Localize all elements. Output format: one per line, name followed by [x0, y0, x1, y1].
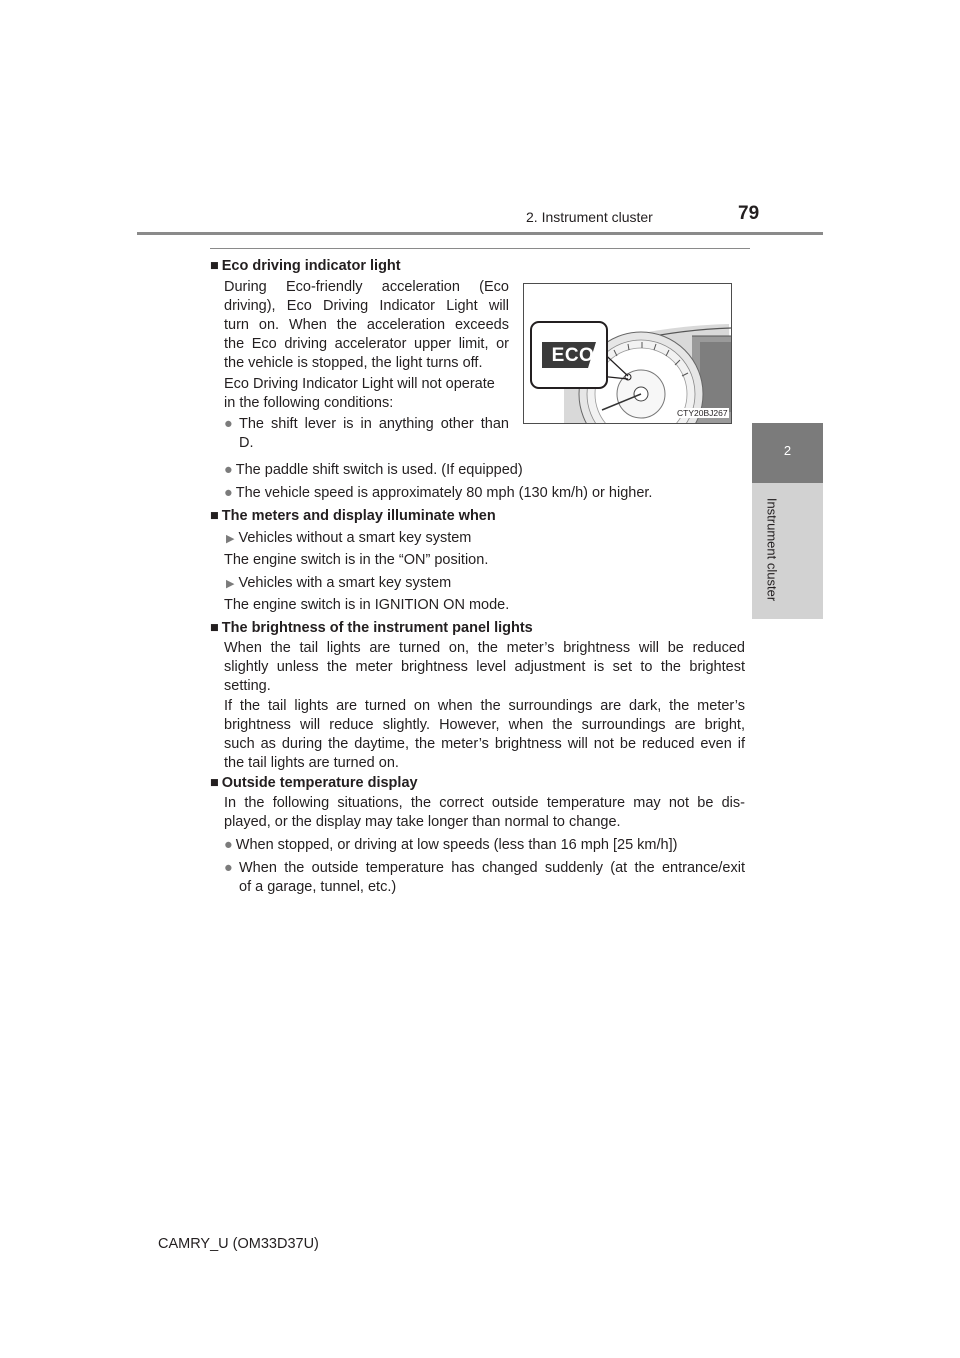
circle-bullet-icon: ●: [224, 837, 233, 853]
meters-arrow2-text: Vehicles with a smart key system: [238, 575, 452, 591]
eco-bullet2-text: The paddle shift switch is used. (If equipped): [235, 462, 523, 478]
figure-code: CTY20BJ267: [677, 408, 728, 418]
brightness-para1-line: setting.: [224, 678, 271, 694]
temperature-bullet2-line: When the outside temperature has changed suddenly (at the entrance/exit: [239, 860, 745, 876]
temperature-bullet1-text: When stopped, or driving at low speeds (less than 16 mph [25 km/h]): [235, 837, 678, 853]
eco-bullet3-text: The vehicle speed is approximately 80 mph (130 km/h) or higher.: [235, 485, 653, 501]
meters-arrow1-text: Vehicles without a smart key system: [238, 530, 472, 546]
eco-bullet2: [224, 461, 523, 480]
eco-para1-line: the vehicle is stopped, the light turns off.: [224, 355, 483, 371]
meters-section-heading: [210, 507, 496, 526]
arrow-right-icon: ▶: [226, 578, 235, 590]
temperature-bullet2-line: of a garage, tunnel, etc.): [239, 879, 397, 895]
chapter-tab-label: Instrument cluster: [764, 497, 780, 602]
manual-code-footer: CAMRY_U (OM33D37U): [158, 1236, 319, 1252]
chapter-tab-strip: [752, 483, 823, 619]
arrow-right-icon: ▶: [226, 533, 235, 545]
temperature-bullet2-icon: [224, 859, 236, 878]
eco-para2-line: in the following conditions:: [224, 395, 394, 411]
brightness-section-title: The brightness of the instrument panel lights: [221, 620, 533, 636]
brightness-para1-line: slightly unless the meter brightness level adjustment is set to the brightest: [224, 659, 745, 675]
eco-para1-line: turn on. When the acceleration exceeds: [224, 317, 509, 333]
meters-line1: The engine switch is in the “ON” position.: [224, 552, 489, 568]
header-rule: [137, 232, 823, 235]
temperature-para-line: In the following situations, the correct outside temperature may not be dis-: [224, 795, 745, 811]
eco-para1-line: During Eco-friendly acceleration (Eco: [224, 279, 509, 295]
section-rule: [210, 248, 750, 249]
square-bullet-icon: ■: [210, 775, 219, 791]
brightness-para2-line: If the tail lights are turned on when the surroundings are dark, the meter’s: [224, 698, 745, 714]
eco-para2-line: Eco Driving Indicator Light will not operate: [224, 376, 495, 392]
meters-line2: The engine switch is in IGNITION ON mode.: [224, 597, 510, 613]
brightness-para1-line: When the tail lights are turned on, the meter’s brightness will be reduced: [224, 640, 745, 656]
square-bullet-icon: ■: [210, 620, 219, 636]
eco-bullet3: [224, 484, 652, 503]
meters-arrow2: [226, 574, 451, 594]
eco-section-title: Eco driving indicator light: [221, 258, 401, 274]
temperature-section-title: Outside temperature display: [221, 775, 418, 791]
brightness-para2-line: such as during the daytime, the meter’s brightness will not be reduced even if: [224, 736, 745, 752]
chapter-title: 2. Instrument cluster: [526, 209, 653, 225]
square-bullet-icon: ■: [210, 258, 219, 274]
eco-bullet1-line: D.: [239, 435, 254, 451]
brightness-section-heading: [210, 619, 533, 638]
meters-section-title: The meters and display illuminate when: [221, 508, 496, 524]
circle-bullet-icon: ●: [224, 860, 233, 876]
page-number: 79: [738, 203, 760, 224]
eco-section-heading: [210, 257, 401, 276]
eco-para1-line: driving), Eco Driving Indicator Light will: [224, 298, 509, 314]
temperature-para-line: played, or the display may take longer than normal to change.: [224, 814, 621, 830]
circle-bullet-icon: ●: [224, 416, 233, 432]
chapter-tab-number: 2: [783, 443, 792, 458]
meters-arrow1: [226, 529, 471, 549]
circle-bullet-icon: ●: [224, 485, 233, 501]
temperature-section-heading: [210, 774, 418, 793]
eco-para1-line: the Eco driving accelerator upper limit, or: [224, 336, 509, 352]
eco-badge-label: ECO: [551, 345, 595, 366]
eco-indicator-illustration: [523, 283, 732, 424]
temperature-bullet1: [224, 836, 677, 855]
brightness-para2-line: the tail lights are turned on.: [224, 755, 399, 771]
brightness-para2-line: brightness will reduce slightly. However, when the surroundings are bright,: [224, 717, 745, 733]
circle-bullet-icon: ●: [224, 462, 233, 478]
eco-bullet1-line: The shift lever is in anything other than: [239, 416, 509, 432]
eco-bullet-icon: [224, 415, 236, 434]
square-bullet-icon: ■: [210, 508, 219, 524]
